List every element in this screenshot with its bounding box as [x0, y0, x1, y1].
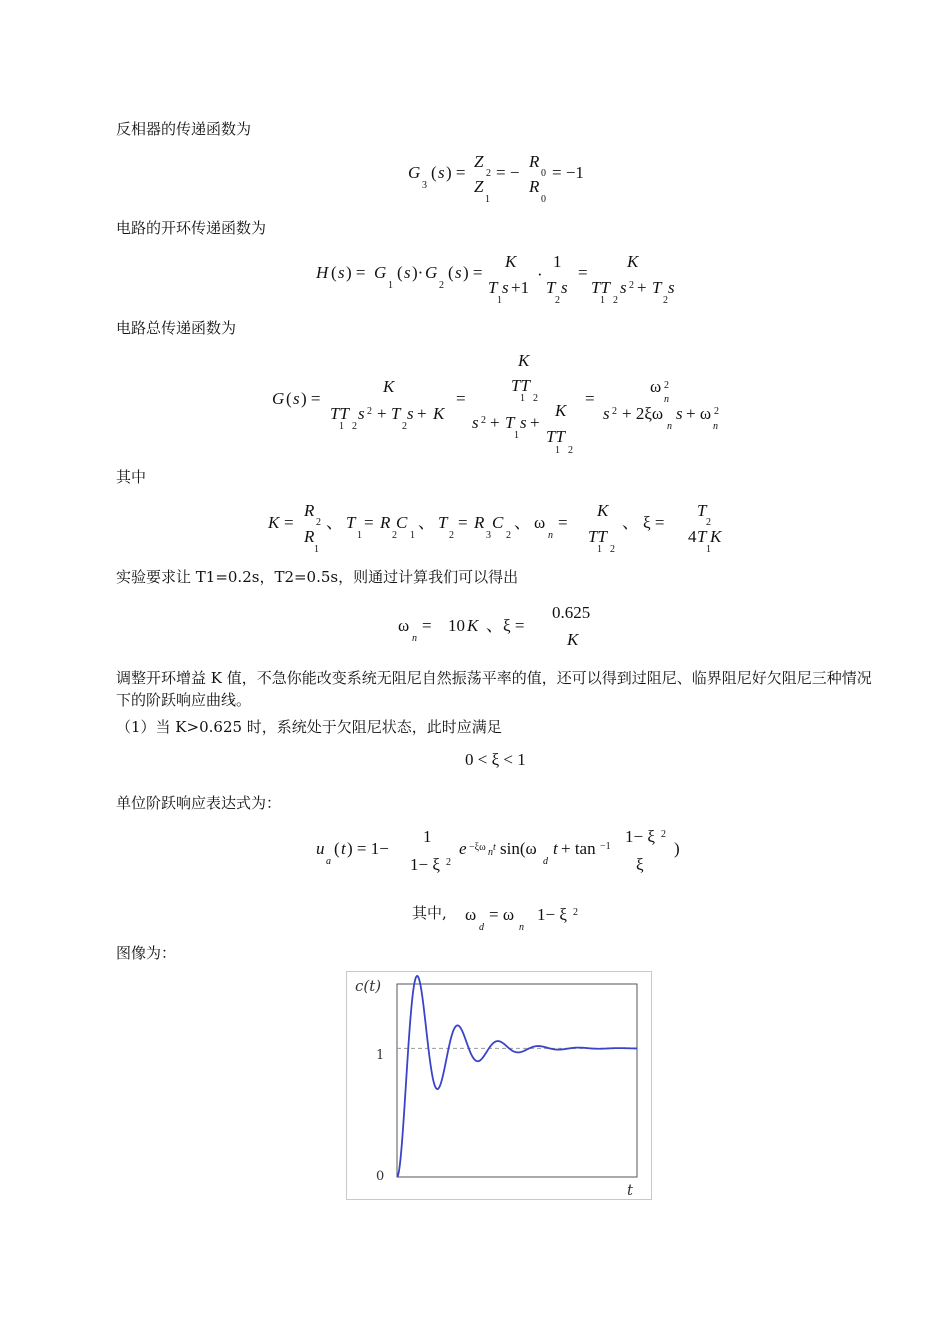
paragraph-case1: （1）当 K>0.625 时，系统处于欠阻尼状态，此时应满足 [116, 718, 502, 736]
equation-open-loop: H ( s ) = G 1 ( s )· G 2 ( s ) = K T s +1 1 · 1 T s 2 = K TT s 2 + T s 1 2 2 [316, 252, 675, 306]
equation-inverter: G 3 ( s ) = Z 2 Z 1 = − R 0 R 0 = −1 [408, 152, 584, 205]
step-response-chart [347, 972, 651, 1199]
equation-step-response: u a ( t ) = 1− 1 1− ξ 2 e −ξω n t sin(ω d t + tan −1 1− ξ 2 ξ ) [316, 827, 680, 874]
paragraph-where: 其中 [116, 468, 147, 486]
equation-closed-loop: G ( s ) = K TT s 2 + T s + K 1 2 2 = K TT 1 2 s 2 + T s + 1 K TT 1 2 = ω 2 n s 2 + 2ξω s + ω 2 n n [272, 351, 719, 456]
paragraph-step-expression: 单位阶跃响应表达式为： [116, 794, 282, 812]
paragraph-closed-loop: 电路总传递函数为 [116, 319, 237, 337]
paragraph-adjust: 调整开环增益 K 值，不急你能改变系统无阻尼自然振荡平率的值，还可以得到过阻尼、临界阻尼好欠阻尼三种情况下的阶跃响应曲线。 [116, 669, 872, 709]
equation-condition: 0 < ξ < 1 [465, 750, 526, 769]
paragraph-figure-label: 图像为： [116, 944, 177, 962]
y-tick-label-0: 0 [376, 1169, 385, 1184]
equation-results: ω n = 10 K 、ξ = 0.625 K [398, 603, 591, 649]
equation-damped-frequency: 其中, ω d = ω n 1− ξ 2 [412, 904, 578, 933]
paragraph-open-loop: 电路的开环传递函数为 [116, 219, 267, 237]
equation-definitions: K = R 2 R 1 、 T 1 = R C 2 1 、 T 2 = R C 3 2 、 ω n = K TT 1 2 、 ξ = T 2 4 T K 1 [268, 501, 722, 555]
step-response-figure [346, 971, 652, 1200]
label-where: 其中, [412, 904, 447, 922]
paragraph-experiment: 实验要求让 T1=0.2s，T2=0.5s，则通过计算我们可以得出 [116, 568, 519, 586]
y-tick-label-1: 1 [376, 1048, 385, 1063]
x-axis-label: t [627, 1181, 634, 1199]
y-axis-label: c(t) [355, 977, 382, 995]
paragraph-inverter: 反相器的传递函数为 [116, 120, 252, 138]
